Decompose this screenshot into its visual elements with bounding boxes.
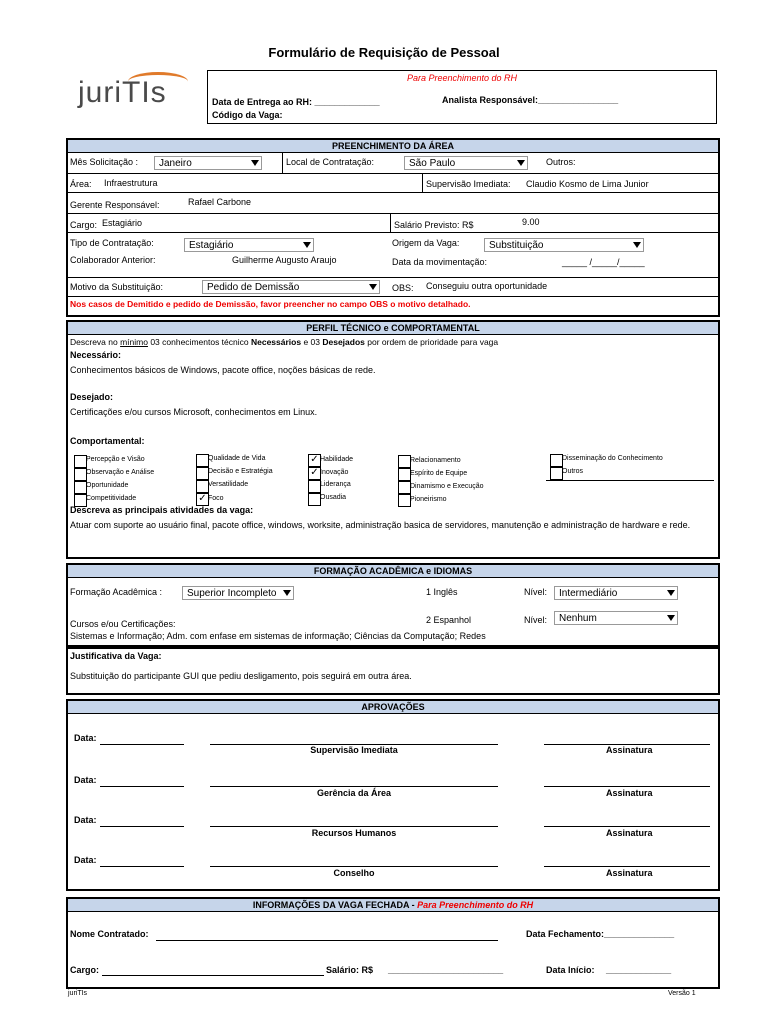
checkbox-label: Relacionamento — [410, 457, 461, 464]
colab-label: Colaborador Anterior: — [70, 255, 156, 265]
data-inicio-line[interactable]: _____________ — [606, 965, 672, 975]
checkbox-label: Ousadia — [320, 494, 347, 501]
checkbox-label: Inovação — [320, 469, 349, 476]
cargo-fechada-label: Cargo: — [70, 965, 99, 975]
checkbox[interactable]: ✓ — [308, 454, 321, 467]
cargo-label: Cargo: — [70, 220, 98, 230]
analista-label: Analista Responsável:________________ — [442, 95, 619, 105]
vaga-fechada-header: INFORMAÇÕES DA VAGA FECHADA - Para Preenchimento do RH — [68, 899, 718, 912]
chevron-down-icon — [517, 160, 525, 166]
gerente-value[interactable]: Rafael Carbone — [188, 197, 252, 207]
footer-left: juriTIs — [68, 990, 88, 997]
nivel2-label: Nível: — [524, 615, 548, 625]
warning-text: Nos casos de Demitido e pedido de Demissão, favor preencher no campo OBS o motivo detalhado. — [70, 299, 471, 309]
academica-select[interactable]: Superior Incompleto — [182, 586, 294, 600]
assinatura-line[interactable] — [544, 786, 710, 787]
checkbox-label: Observação e Análise — [86, 469, 155, 476]
gerente-label: Gerente Responsável: — [70, 200, 160, 210]
cursos-value[interactable]: Sistemas e Informação; Adm. com enfase em sistemas de informação; Ciências da Computação; Redes — [70, 631, 486, 641]
rh-box — [207, 70, 717, 124]
data-label: Data: — [74, 855, 97, 865]
area-value[interactable]: Infraestrutura — [104, 178, 158, 188]
data-fechamento-label: Data Fechamento:______________ — [526, 929, 675, 939]
checkbox-label: Foco — [208, 495, 224, 502]
supervisao-label: Supervisão Imediata: — [426, 179, 511, 189]
codigo-vaga-label: Código da Vaga: — [212, 110, 283, 120]
salario-fechada-line[interactable]: _______________________ — [388, 965, 504, 975]
atividades-value[interactable]: Atuar com suporte ao usuário final, pacote office, windows, worksite, administração basica de servidores, manutenção e administração de hardware e rede. — [70, 520, 691, 530]
checkbox-label: Qualidade de Vida — [208, 455, 266, 462]
nome-contratado-label: Nome Contratado: — [70, 929, 149, 939]
data-inicio-label: Data Início: — [546, 965, 595, 975]
checkbox-label: Competitividade — [86, 495, 137, 502]
aprovacoes-header: APROVAÇÕES — [68, 701, 718, 714]
supervisao-value[interactable]: Claudio Kosmo de Lima Junior — [526, 179, 649, 189]
assinatura-line[interactable] — [544, 826, 710, 827]
approval-role: Gerência da Área — [316, 788, 392, 798]
data-mov-label: Data da movimentação: — [392, 257, 488, 267]
assinatura-label: Assinatura — [606, 745, 653, 755]
aprovacoes-section — [66, 699, 720, 891]
row-tipo — [68, 233, 718, 278]
logo-arc-icon — [128, 72, 188, 91]
signature-line[interactable] — [210, 866, 498, 867]
cursos-label: Cursos e/ou Certificações: — [70, 619, 176, 629]
assinatura-label: Assinatura — [606, 828, 653, 838]
nivel1-label: Nível: — [524, 587, 548, 597]
formacao-section — [66, 563, 720, 647]
outros-line[interactable] — [546, 480, 714, 481]
outros-label: Outros: — [546, 157, 576, 167]
checkbox[interactable]: ✓ — [308, 467, 321, 480]
row-cargo — [68, 214, 718, 233]
mes-label: Mês Solicitação : — [70, 157, 139, 167]
idioma2-label: 2 Espanhol — [426, 615, 472, 625]
local-label: Local de Contratação: — [286, 157, 375, 167]
data-line[interactable] — [100, 786, 184, 787]
comportamental-label: Comportamental: — [70, 436, 145, 446]
checkbox-label: Liderança — [320, 481, 351, 488]
row-gerente — [68, 193, 718, 214]
signature-line[interactable] — [210, 826, 498, 827]
chevron-down-icon — [633, 242, 641, 248]
approval-role: Supervisão Imediata — [310, 745, 398, 755]
data-mov-value[interactable]: _____ /_____/_____ — [562, 257, 645, 267]
row-motivo — [68, 278, 718, 297]
checkbox[interactable]: ✓ — [196, 493, 209, 506]
checkbox-label: Outros — [562, 468, 584, 475]
area-section — [66, 138, 720, 317]
footer-version: Versão 1 — [668, 990, 696, 997]
assinatura-line[interactable] — [544, 866, 710, 867]
chevron-down-icon — [283, 590, 291, 596]
approval-role: Recursos Humanos — [311, 828, 397, 838]
tipo-label: Tipo de Contratação: — [70, 238, 154, 248]
idioma1-label: 1 Inglês — [426, 587, 458, 597]
chevron-down-icon — [667, 615, 675, 621]
cargo-fechada-line[interactable] — [102, 975, 324, 976]
nome-contratado-line[interactable] — [156, 940, 498, 941]
justificativa-value[interactable]: Substituição do participante GUI que pediu desligamento, pois seguirá em outra área. — [70, 671, 412, 681]
mes-select[interactable]: Janeiro — [154, 156, 262, 170]
area-label: Área: — [70, 179, 92, 189]
origem-label: Origem da Vaga: — [392, 238, 460, 248]
checkbox-label: Versatilidade — [208, 481, 249, 488]
checkbox-label: Habilidade — [320, 456, 354, 463]
atividades-label: Descreva as principais atividades da vaga: — [70, 505, 254, 515]
vaga-fechada-section — [66, 897, 720, 989]
colab-value[interactable]: Guilherme Augusto Araujo — [232, 255, 337, 265]
chevron-down-icon — [303, 242, 311, 248]
necessario-label: Necessário: — [70, 350, 122, 360]
origem-select[interactable]: Substituição — [484, 238, 644, 252]
data-label: Data: — [74, 815, 97, 825]
cargo-value[interactable]: Estagiário — [102, 218, 143, 228]
checkbox-label: Decisão e Estratégia — [208, 468, 273, 475]
motivo-label: Motivo da Substituição: — [70, 282, 164, 292]
approval-role: Conselho — [333, 868, 375, 878]
checkbox-label: Percepção e Visão — [86, 456, 145, 463]
nivel1-select[interactable]: Intermediário — [554, 586, 678, 600]
chevron-down-icon — [251, 160, 259, 166]
obs-label: OBS: — [392, 283, 414, 293]
desejado-label: Desejado: — [70, 392, 114, 402]
salario-fechada-label: Salário: R$ — [326, 965, 374, 975]
area-header: PREENCHIMENTO DA ÁREA — [68, 140, 718, 153]
data-line[interactable] — [100, 866, 184, 867]
data-line[interactable] — [100, 826, 184, 827]
tipo-select[interactable]: Estagiário — [184, 238, 314, 252]
nivel2-select[interactable]: Nenhum — [554, 611, 678, 625]
assinatura-label: Assinatura — [606, 788, 653, 798]
motivo-select[interactable]: Pedido de Demissão — [202, 280, 380, 294]
data-line[interactable] — [100, 744, 184, 745]
checkbox-label: Pioneirismo — [410, 496, 447, 503]
signature-line[interactable] — [210, 786, 498, 787]
chevron-down-icon — [369, 284, 377, 290]
formacao-header: FORMAÇÃO ACADÊMICA e IDIOMAS — [68, 565, 718, 578]
desejado-value[interactable]: Certificações e/ou cursos Microsoft, conhecimentos em Linux. — [70, 407, 318, 417]
chevron-down-icon — [667, 590, 675, 596]
justificativa-section — [66, 647, 720, 695]
checkbox-label: Disseminação do Conhecimento — [562, 455, 663, 462]
obs-value[interactable]: Conseguiu outra oportunidade — [426, 281, 548, 291]
necessario-value[interactable]: Conhecimentos básicos de Windows, pacote office, noções básicas de rede. — [70, 365, 376, 375]
checkbox-label: Oportunidade — [86, 482, 129, 489]
assinatura-label: Assinatura — [606, 868, 653, 878]
perfil-intro: Descreva no mínimo 03 conhecimentos técnico Necessários e 03 Desejados por ordem de prioridade para vaga — [70, 337, 499, 347]
page-title: Formulário de Requisição de Pessoal — [268, 45, 500, 60]
company-logo: juriTIs — [78, 76, 167, 109]
row-mes — [68, 153, 718, 174]
perfil-section — [66, 320, 720, 559]
rh-box-header: Para Preenchimento do RH — [406, 73, 518, 83]
data-label: Data: — [74, 733, 97, 743]
justificativa-label: Justificativa da Vaga: — [70, 651, 162, 661]
salario-label: Salário Previsto: R$ — [394, 220, 474, 230]
local-select[interactable]: São Paulo — [404, 156, 528, 170]
checkbox-label: Espírito de Equipe — [410, 470, 468, 477]
row-area — [68, 174, 718, 193]
perfil-header: PERFIL TÉCNICO e COMPORTAMENTAL — [68, 322, 718, 335]
data-label: Data: — [74, 775, 97, 785]
checkbox-label: Dinamismo e Execução — [410, 483, 484, 490]
salario-value[interactable]: 9.00 — [522, 217, 540, 227]
academica-label: Formação Acadêmica : — [70, 587, 163, 597]
data-entrega-label: Data de Entrega ao RH: _____________ — [212, 97, 380, 107]
